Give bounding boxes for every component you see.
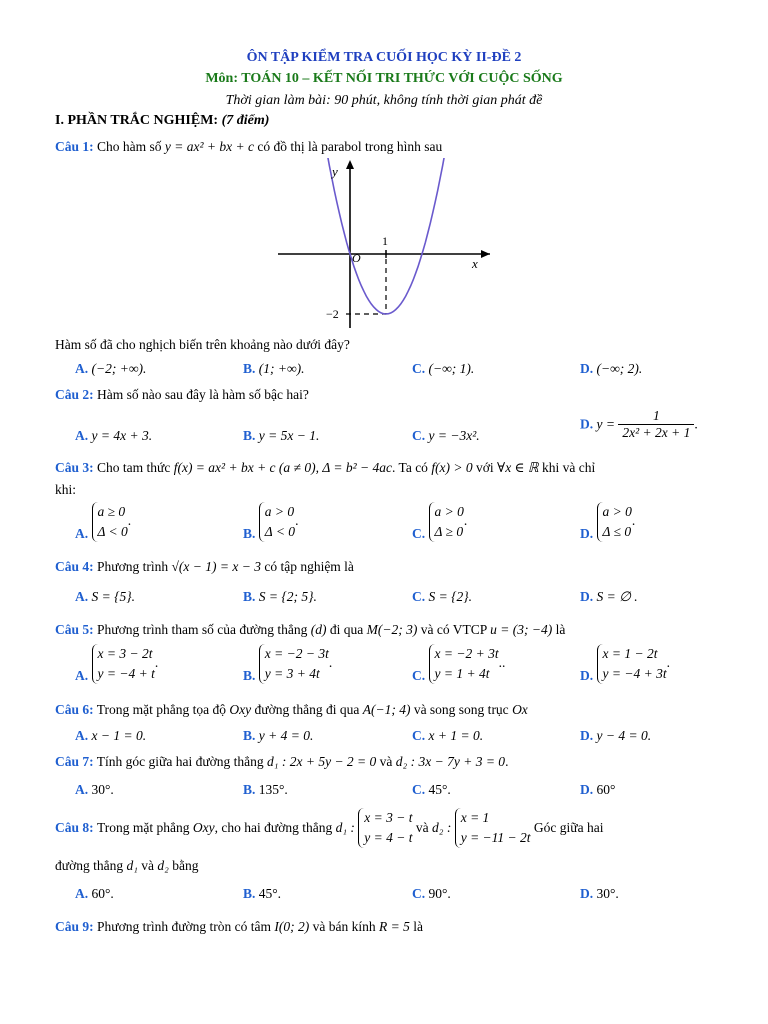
- q7-option-a[interactable]: A. 30°.: [75, 782, 114, 797]
- q1-stem: Câu 1: Cho hàm số y = ax² + bx + c có đồ thị là parabol trong hình sau: [55, 139, 443, 154]
- q8-option-d[interactable]: D. 30°.: [580, 886, 619, 901]
- q5-option-a[interactable]: A. x = 3 − 2t y = −4 + t.: [75, 646, 159, 683]
- q5-option-c[interactable]: C. x = −2 + 3t y = 1 + 4t..: [412, 646, 506, 683]
- q7-option-b[interactable]: B. 135°.: [243, 782, 288, 797]
- q6-option-a[interactable]: A. x − 1 = 0.: [75, 728, 147, 743]
- section-points: (7 điểm): [221, 113, 270, 128]
- q1-option-d[interactable]: D. (−∞; 2).: [580, 361, 643, 376]
- q8-option-a[interactable]: A. 60°.: [75, 886, 114, 901]
- q1-option-c[interactable]: C. (−∞; 1).: [412, 361, 475, 376]
- q2-option-b[interactable]: B. y = 5x − 1.: [243, 428, 320, 443]
- q8-stem: Câu 8: Trong mặt phẳng Oxy, cho hai đường thẳng d₁ : x = 3 − t y = 4 − t và d₂ : x = 1 y = −11 − 2t Góc giữa hai: [55, 808, 603, 848]
- q2-fraction: $\frac{1}{\text{2x² + 2x + 1}}$: [618, 408, 694, 441]
- section-title: I. PHẦN TRẮC NGHIỆM: (7 điểm): [55, 113, 270, 128]
- q5-option-b[interactable]: B. x = −2 − 3t y = 3 + 4t.: [243, 646, 333, 683]
- doc-title: ÔN TẬP KIỂM TRA CUỐI HỌC KỲ II-ĐỀ 2: [246, 50, 522, 65]
- q3-option-b[interactable]: B. a > 0 Δ < 0.: [243, 504, 299, 541]
- q1-question: Hàm số đã cho nghịch biến trên khoảng nào dưới đây?: [55, 337, 350, 352]
- q9-stem: Câu 9: Phương trình đường tròn có tâm I(0; 2) và bán kính R = 5 là: [55, 919, 424, 934]
- graph-tick-1: 1: [382, 234, 388, 248]
- q8-d2-system: x = 1 y = −11 − 2t: [455, 808, 531, 848]
- q4-option-a[interactable]: A. S = {5}.: [75, 589, 136, 604]
- q8-option-c[interactable]: C. 90°.: [412, 886, 451, 901]
- q7-option-d[interactable]: D. 60°: [580, 782, 616, 797]
- q7-stem: Câu 7: Tính góc giữa hai đường thẳng d₁ : 2x + 5y − 2 = 0 và d₂ : 3x − 7y + 3 = 0.: [55, 754, 509, 769]
- q3-option-a[interactable]: A. a ≥ 0 Δ < 0.: [75, 504, 132, 541]
- q1-option-b[interactable]: B. (1; +∞).: [243, 361, 305, 376]
- doc-time: Thời gian làm bài: 90 phút, không tính thời gian phát đề: [225, 93, 543, 108]
- q8-option-b[interactable]: B. 45°.: [243, 886, 282, 901]
- q3-option-d[interactable]: D. a > 0 Δ ≤ 0.: [580, 504, 636, 541]
- q2-stem: Câu 2: Hàm số nào sau đây là hàm số bậc hai?: [55, 387, 309, 402]
- q3-option-c[interactable]: C. a > 0 Δ ≥ 0.: [412, 504, 468, 541]
- q3-stem: Câu 3: Cho tam thức f(x) = ax² + bx + c (a ≠ 0), Δ = b² − 4ac. Ta có f(x) > 0 với ∀x ∈ ℝ khi và chỉ: [55, 460, 596, 475]
- graph-y-label: y: [332, 164, 338, 179]
- parabola-graph: [278, 158, 494, 330]
- q5-stem: Câu 5: Phương trình tham số của đường thẳng (d) đi qua M(−2; 3) và có VTCP u = (3; −4) là: [55, 622, 566, 637]
- q4-stem: Câu 4: Phương trình √(x − 1) = x − 3 có tập nghiệm là: [55, 559, 354, 574]
- q2-option-d[interactable]: D. y = $\frac{1}{\text{2x² + 2x + 1}}$ .: [580, 408, 698, 440]
- doc-subject: Môn: TOÁN 10 – KẾT NỐI TRI THỨC VỚI CUỘC SỐNG: [205, 71, 563, 86]
- q1-option-a[interactable]: A. (−2; +∞).: [75, 361, 147, 376]
- q6-option-d[interactable]: D. y − 4 = 0.: [580, 728, 652, 743]
- q6-stem: Câu 6: Trong mặt phẳng tọa độ Oxy đường thẳng đi qua A(−1; 4) và song song trục Ox: [55, 702, 528, 717]
- q8-d1-system: x = 3 − t y = 4 − t: [358, 808, 412, 848]
- q4-option-b[interactable]: B. S = {2; 5}.: [243, 589, 317, 604]
- graph-origin-label: O: [352, 251, 361, 265]
- q6-option-c[interactable]: C. x + 1 = 0.: [412, 728, 484, 743]
- q2-option-c[interactable]: C. y = −3x².: [412, 428, 480, 443]
- q4-option-d[interactable]: D. S = ∅ .: [580, 589, 638, 604]
- q4-option-c[interactable]: C. S = {2}.: [412, 589, 473, 604]
- q6-option-b[interactable]: B. y + 4 = 0.: [243, 728, 314, 743]
- q2-option-a[interactable]: A. y = 4x + 3.: [75, 428, 153, 443]
- q5-option-d[interactable]: D. x = 1 − 2t y = −4 + 3t.: [580, 646, 670, 683]
- graph-tick-m2: −2: [326, 307, 339, 321]
- graph-x-label: x: [472, 256, 478, 271]
- q8-stem-cont: đường thẳng d₁ và d₂ bằng: [55, 858, 199, 873]
- q7-option-c[interactable]: C. 45°.: [412, 782, 451, 797]
- q3-stem-cont: khi:: [55, 482, 77, 497]
